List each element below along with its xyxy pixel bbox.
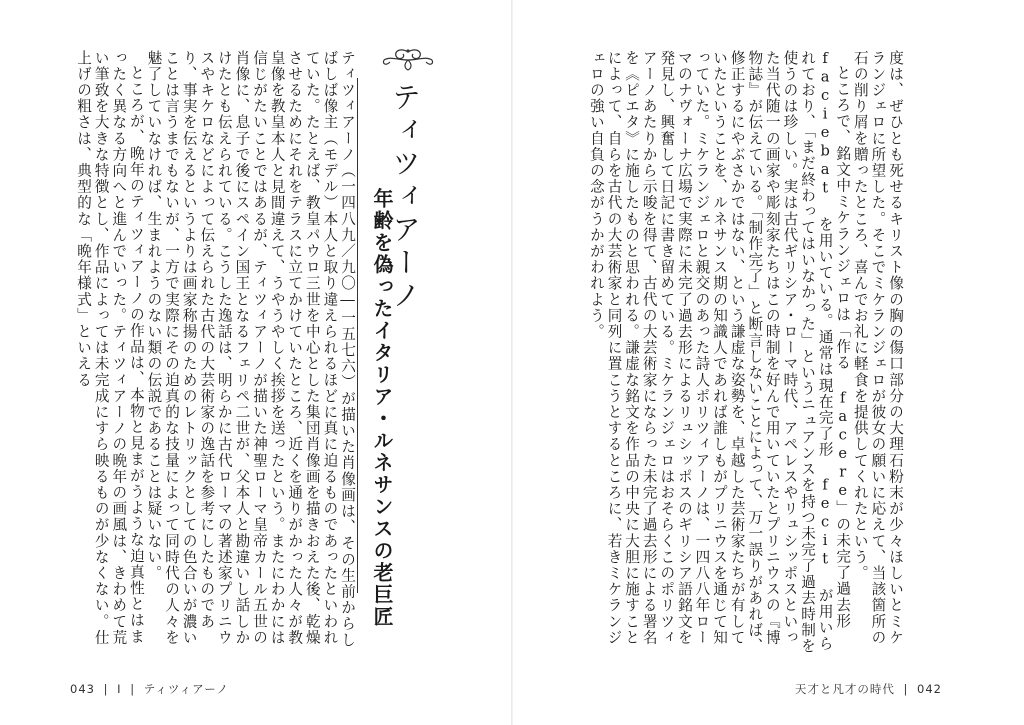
footer-section-name: ティツィアーノ bbox=[143, 682, 230, 696]
left-page-body bbox=[70, 50, 356, 655]
title-divider bbox=[357, 78, 358, 593]
footer-separator: | bbox=[103, 682, 109, 696]
footer-separator: | bbox=[903, 682, 909, 696]
right-paragraph-1: 度は、ぜひとも死せるキリスト像の胸の傷口部分の大理石粉末が少々ほしいとミケランジェロに所望した。そこでミケランジェロが彼女の願いに応えて、当該箇所の石の削り屑を贈ったところ、喜んでお礼に軽食を提供してくれたという。 bbox=[851, 50, 904, 646]
flourish-ornament-icon bbox=[376, 46, 440, 74]
running-title: 天才と凡才の時代 bbox=[794, 682, 895, 696]
footer-chapter-number: I bbox=[117, 682, 122, 696]
right-paragraph-2: ところで、銘文中ミケランジェロは「作る facere」の未完了過去形 faciebat を用いている。通常は現在完了形 fecit が用いられており、「まだ終わってはいなかった」というニュアンスを持つ未完了過去時制を使うのは珍しい。実は古代ギリシア・ローマ時代、アペレスやリュシッポスといった当代随一の画家や彫刻家たちはこの時制を好んで用いていたとプリニウスの『博物誌』が伝えている。「制作完了」と断言しないことによって、万一誤りがあれば、修正するにやぶさかではない、という謙虚な姿勢を、卓越した芸術家たちが有していたということを、ルネサンス期の知識人であれば誰しもがプリニウスを通じて知っていた。ミケランジェロと親交のあった詩人ポリツィアーノは、一四八八年ローマのナヴォーナ広場で実際に未完了過去形によるリュシッポスのギリシア語銘文を発見し、興奮して日記に書き留めている。ミケランジェロはおそらくこのポリツィアーノあたりから示唆を得て、古代の大芸術家にならった未完了過去形による署名を《ピエタ》に施したものと思われる。謙虚な銘文を作品の中央に大胆に施すことによって、自らを古代の大芸術家と同列に置こうとするところに、若きミケランジェロの強い自負の念がうかがわれよう。 bbox=[587, 50, 852, 655]
left-paragraph-1: ティツィアーノ（一四八九／九〇―一五七六）が描いた肖像画は、その生前からしばしば像主（モデル）本人と取り違えられるほどに真に迫るものであったといわれていた。たとえば、教皇パウロ三世を中心とした集団肖像画を描きおえた後、乾燥させるためにそれをテラスに立てかけていたところ、近くを通りがかった人々が教皇像を教皇本人と見間違えて、うやうやしく挨拶を送ったという。またにわかには信じがたいことではあるが、ティツィアーノが描いた神聖ローマ皇帝カール五世の肖像に、息子で後にスペイン国王となるフェリペ二世が、父本人と勘違いし話しかけたとも伝えられている。こうした逸話は、明らかに古代ローマの著述家プリニウスやキケロなどによって伝えられた古代の大芸術家の逸話を参考にしたものであり、事実を伝えるというよりは画家称揚のためのレトリックとしての色合いが濃いことは言うまでもないが、一方で実際にその迫真的な技量によって同時代の人々を魅了していなければ、生まれようのない類の伝説であることは疑いない。 bbox=[145, 50, 356, 649]
right-page-number: 042 bbox=[917, 682, 942, 696]
left-footer bbox=[70, 681, 233, 697]
page-gutter bbox=[511, 0, 513, 725]
left-paragraph-2: ところが、晩年のティツィアーノの作品は、本物と見まがうような迫真性とはまったく異なる方向へと進んでいった。ティツィアーノの晩年の画風は、きわめて荒い筆致を大きな特徴とし、作品によっては未完成にすら映るものが少なくない。仕上げの粗さは、典型的な「晩年様式」といえる bbox=[75, 50, 145, 646]
right-page-body bbox=[587, 50, 904, 655]
right-footer bbox=[795, 681, 946, 697]
chapter-title: ティツィアーノ bbox=[388, 82, 422, 313]
chapter-subtitle: 年齢を偽ったイタリア・ルネサンスの老巨匠 bbox=[370, 188, 394, 628]
footer-separator: | bbox=[130, 682, 136, 696]
left-page-number: 043 bbox=[70, 682, 95, 696]
chapter-title-block bbox=[362, 78, 430, 638]
